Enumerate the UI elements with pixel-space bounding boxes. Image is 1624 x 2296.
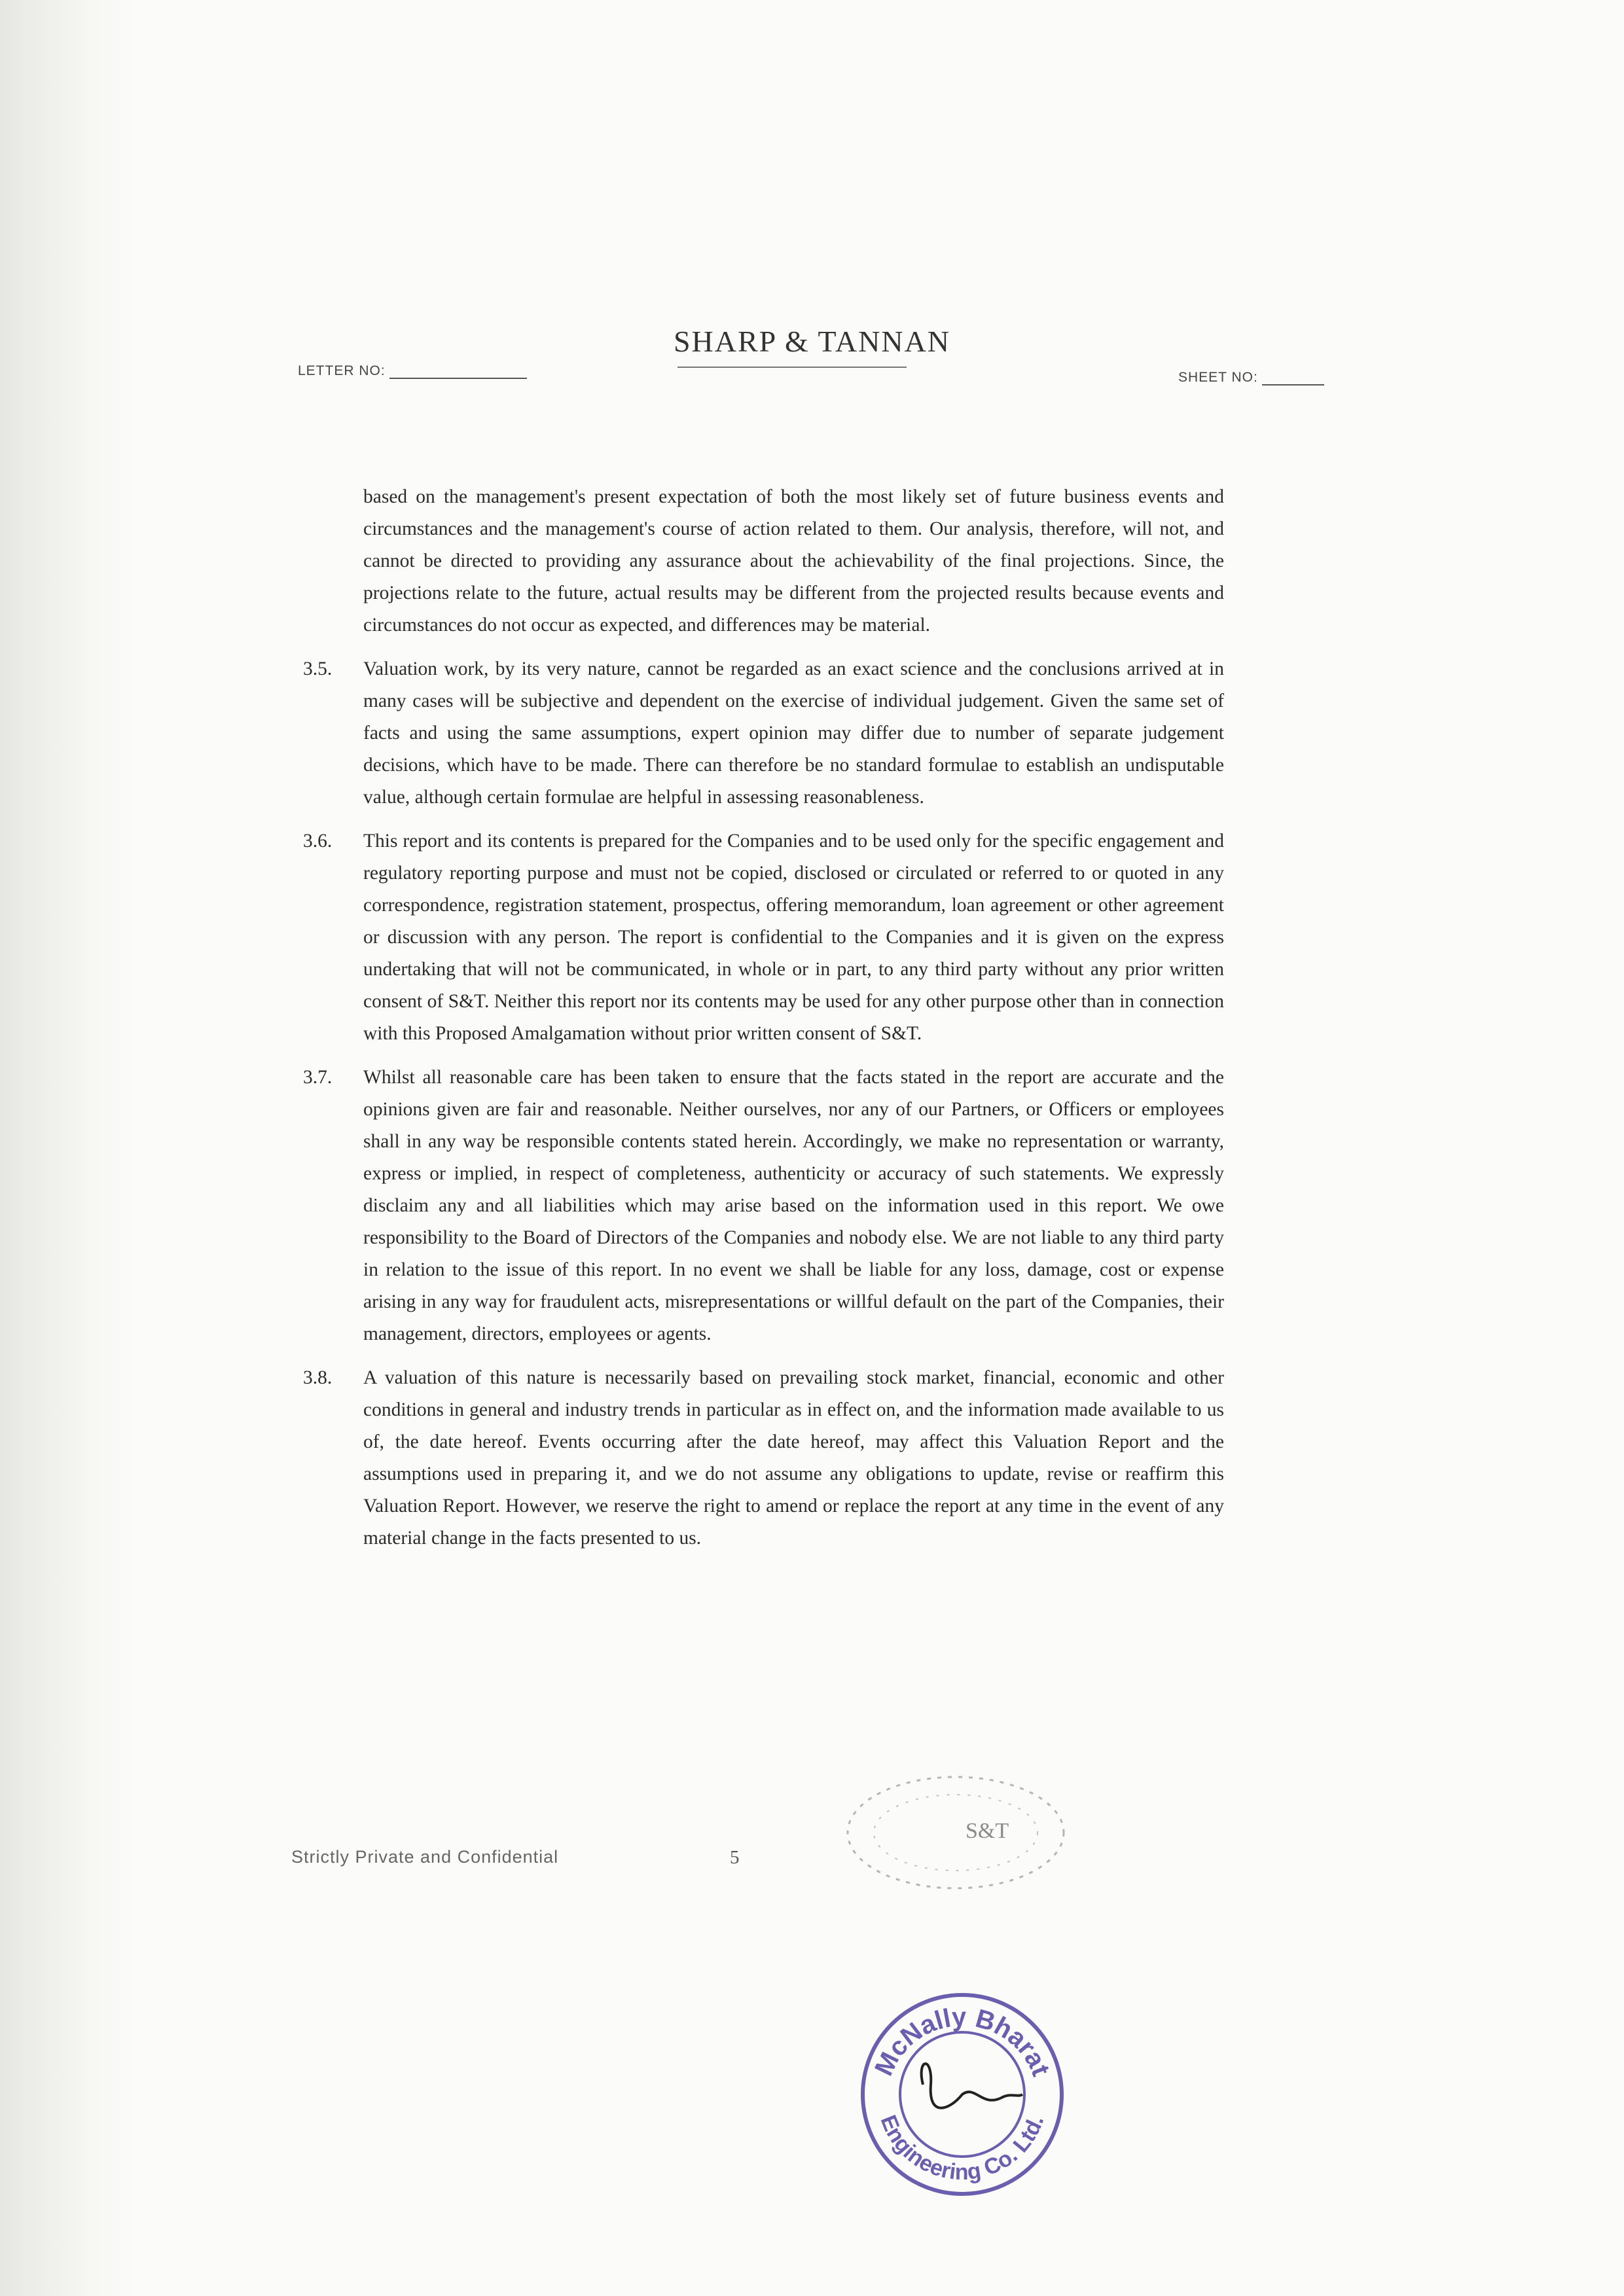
clause-text: This report and its contents is prepared for the Companies and to be used only for the specific engagement and regulatory reporting purpose and must not be copied, disclosed or circulated or referred to or quoted in any correspondence, registration statement, prospectus, offering memorandum, loan agreement or other agreement or discussion with any person. The report is confidential to the Companies and it is given on the express undertaking that will not be communicated, in whole or in part, to any third party without any prior written consent of S&T. Neither this report nor its contents may be used for any other purpose other than in connection with this Proposed Amalgamation without prior written consent of S&T. <box>363 831 1224 1044</box>
clause-3-8 <box>298 1362 1224 1554</box>
signature-icon <box>922 2064 1022 2108</box>
page-number: 5 <box>730 1847 740 1868</box>
sheet-no-label: SHEET NO: <box>1178 370 1258 385</box>
clause-3-7 <box>298 1062 1224 1350</box>
firm-stamp-initials: S&T <box>965 1819 1009 1843</box>
clause-3-5 <box>298 653 1224 814</box>
clause-text: A valuation of this nature is necessarily based on prevailing stock market, financial, economic and other conditions in general and industry trends in particular as in effect on, and the information made available to us of, the date hereof. Events occurring after the date hereof, may affect this Valuation Report and the assumptions used in preparing it, and we do not assume any obligations to update, revise or reaffirm this Valuation Report. However, we reserve the right to amend or replace the report at any time in the event of any material change in the facts presented to us. <box>363 1367 1224 1549</box>
clause-number: 3.7. <box>303 1067 333 1088</box>
letterhead-firm-name: SHARP & TANNAN <box>673 325 951 358</box>
clause-text: Valuation work, by its very nature, cannot be regarded as an exact science and the conclusions arrived at in many cases will be subjective and dependent on the exercise of individual judgement. Given the same set of facts and using the same assumptions, expert opinion may differ due to number of separate judgement decisions, which have to be made. There can therefore be no standard formulae to establish an undisputable value, although certain formulae are helpful in assessing reasonableness. <box>363 658 1224 808</box>
clause-number: 3.5. <box>303 658 333 679</box>
report-body <box>298 481 1224 1566</box>
company-seal-icon <box>851 1986 1074 2196</box>
clause-text: Whilst all reasonable care has been taken to ensure that the facts stated in the report are accurate and the opinions given are fair and reasonable. Neither ourselves, nor any of our Partners, or Officers or employees shall in any way be responsible contents stated herein. Accordingly, we make no representation or warranty, express or implied, in respect of completeness, authenticity or accuracy of such statements. We expressly disclaim any and all liabilities which may arise based on the information used in this report. We owe responsibility to the Board of Directors of the Companies and nobody else. We are not liable to any third party in relation to the issue of this report. In no event we shall be liable for any loss, damage, cost or expense arising in any way for fraudulent acts, misrepresentations or willful default on the part of the Companies, their management, directors, employees or agents. <box>363 1067 1224 1344</box>
sheet-no-field <box>1178 370 1324 386</box>
firm-stamp-icon <box>825 1761 1087 1911</box>
clause-number: 3.6. <box>303 831 333 852</box>
clause-number: 3.8. <box>303 1367 333 1388</box>
confidentiality-footer: Strictly Private and Confidential <box>291 1847 559 1867</box>
sheet-no-line <box>1262 374 1324 386</box>
letterhead-rule <box>677 367 907 368</box>
clause-3-6 <box>298 825 1224 1050</box>
seal-text-bottom: Engineering Co. Ltd. <box>875 2111 1049 2185</box>
letter-no-line <box>389 367 527 379</box>
lead-paragraph: based on the management's present expectation of both the most likely set of future business events and circumstances and the management's course of action related to them. Our analysis, therefore, will not, and cannot be directed to providing any assurance about the achievability of the final projections. Since, the projections relate to the future, actual results may be different from the projected results because events and circumstances do not occur as expected, and differences may be material. <box>363 486 1224 636</box>
seal-text-top: McNally Bharat <box>869 2002 1056 2081</box>
letter-no-label: LETTER NO: <box>298 363 386 378</box>
letter-no-field <box>298 363 527 379</box>
